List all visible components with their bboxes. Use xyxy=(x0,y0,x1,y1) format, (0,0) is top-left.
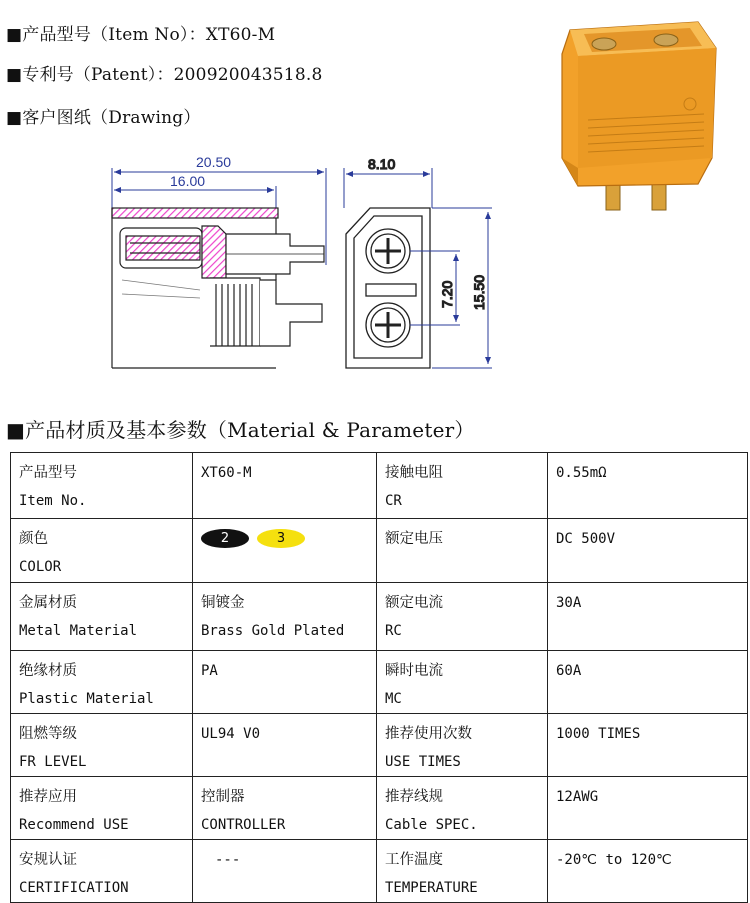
table-cell: 安规认证 CERTIFICATION xyxy=(11,840,193,903)
table-row xyxy=(11,714,748,777)
table-cell: UL94 V0 xyxy=(193,714,377,777)
table-cell: 12AWG xyxy=(548,777,748,840)
material-header: ■产品材质及基本参数（Material & Parameter） xyxy=(6,418,475,442)
table-row xyxy=(11,453,748,519)
color-options xyxy=(201,529,368,548)
technical-drawing xyxy=(100,150,510,375)
dim-pin-spacing: 7.20 xyxy=(439,280,455,308)
table-cell: PA xyxy=(193,651,377,714)
table-row xyxy=(11,777,748,840)
table-cell: 30A xyxy=(548,583,748,651)
table-cell: 额定电流 RC xyxy=(377,583,548,651)
table-cell: 推荐应用 Recommend USE xyxy=(11,777,193,840)
side-view xyxy=(112,208,324,368)
table-cell: 绝缘材质 Plastic Material xyxy=(11,651,193,714)
dim-height: 15.50 xyxy=(471,274,487,310)
table-cell: 铜镀金 Brass Gold Plated xyxy=(193,583,377,651)
color-option-black: 2 xyxy=(201,529,249,548)
table-cell: --- xyxy=(193,840,377,903)
table-cell: 推荐线规 Cable SPEC. xyxy=(377,777,548,840)
dim-inner-length: 16.00 xyxy=(170,173,206,189)
table-cell: 推荐使用次数 USE TIMES xyxy=(377,714,548,777)
table-cell: 1000 TIMES xyxy=(548,714,748,777)
table-cell: DC 500V xyxy=(548,519,748,583)
table-cell: 阻燃等级 FR LEVEL xyxy=(11,714,193,777)
table-cell: 产品型号 Item No. xyxy=(11,453,193,519)
connector-photo xyxy=(548,8,738,218)
table-cell: XT60-M xyxy=(193,453,377,519)
dim-width: 8.10 xyxy=(368,156,396,172)
table-cell: 瞬时电流 MC xyxy=(377,651,548,714)
table-cell: 控制器 CONTROLLER xyxy=(193,777,377,840)
drawing-header: ■客户图纸（Drawing） xyxy=(6,108,201,128)
table-cell: 额定电压 xyxy=(377,519,548,583)
parameter-table xyxy=(10,452,748,903)
table-cell: 工作温度 TEMPERATURE xyxy=(377,840,548,903)
patent-header: ■专利号（Patent）：200920043518.8 xyxy=(6,65,323,85)
table-cell: 0.55mΩ xyxy=(548,453,748,519)
table-cell: -20℃ to 120℃ xyxy=(548,840,748,903)
color-option-yellow: 3 xyxy=(257,529,305,548)
table-row xyxy=(11,583,748,651)
table-cell xyxy=(193,519,377,583)
item-no-header: ■产品型号（Item No）：XT60-M xyxy=(6,25,276,45)
table-row xyxy=(11,840,748,903)
table-row xyxy=(11,519,748,583)
table-cell: 接触电阻 CR xyxy=(377,453,548,519)
table-cell: 金属材质 Metal Material xyxy=(11,583,193,651)
table-cell: 60A xyxy=(548,651,748,714)
table-cell: 颜色 COLOR xyxy=(11,519,193,583)
table-row xyxy=(11,651,748,714)
dim-overall-length: 20.50 xyxy=(196,154,232,170)
front-view xyxy=(344,156,492,368)
